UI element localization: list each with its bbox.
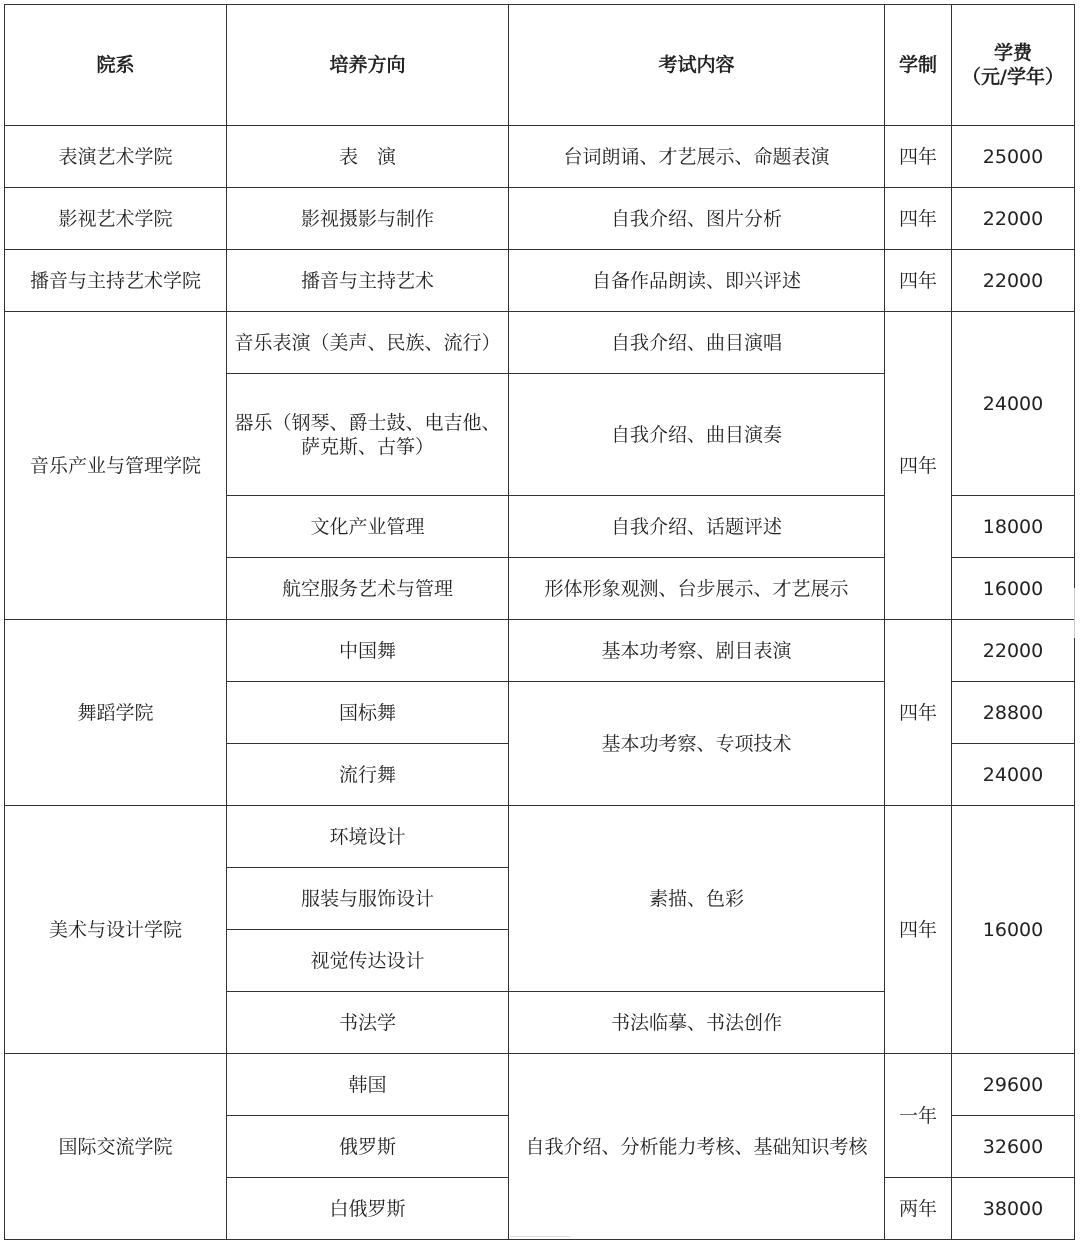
dept-cell: 影视艺术学院 [5,188,227,250]
table-row [5,1054,1075,1116]
fee-cell: 16000 [952,806,1075,1054]
direction-cell: 书法学 [227,992,509,1054]
fee-cell: 22000 [952,620,1075,682]
dept-cell: 播音与主持艺术学院 [5,250,227,312]
direction-cell [227,374,509,496]
exam-cell: 自备作品朗读、即兴评述 [509,250,885,312]
duration-cell: 四年 [885,126,952,188]
duration-cell: 四年 [885,188,952,250]
header-direction: 培养方向 [227,5,509,126]
header-dept: 院系 [5,5,227,126]
direction-cell: 表 演 [227,126,509,188]
exam-cell: 台词朗诵、才艺展示、命题表演 [509,126,885,188]
exam-cell: 自我介绍、曲目演奏 [509,374,885,496]
direction-cell: 俄罗斯 [227,1116,509,1178]
fee-cell: 25000 [952,126,1075,188]
dept-cell: 音乐产业与管理学院 [5,312,227,620]
direction-cell: 环境设计 [227,806,509,868]
direction-line: 萨克斯、古筝） [300,435,434,458]
dept-cell: 美术与设计学院 [5,806,227,1054]
fee-cell: 28800 [952,682,1075,744]
edge-artifact [510,1236,570,1241]
table-row [5,250,1075,312]
fee-cell: 32600 [952,1116,1075,1178]
fee-cell: 24000 [952,744,1075,806]
fee-cell: 38000 [952,1178,1075,1240]
duration-cell: 四年 [885,620,952,806]
table-row [5,126,1075,188]
fee-cell: 24000 [952,312,1075,496]
table-row [5,188,1075,250]
exam-cell: 形体形象观测、台步展示、才艺展示 [509,558,885,620]
direction-cell: 国标舞 [227,682,509,744]
dept-cell: 表演艺术学院 [5,126,227,188]
duration-cell: 四年 [885,806,952,1054]
direction-line: 器乐（钢琴、爵士鼓、电吉他、 [234,411,501,434]
table-row [5,620,1075,682]
direction-cell: 文化产业管理 [227,496,509,558]
dept-cell: 国际交流学院 [5,1054,227,1240]
header-exam: 考试内容 [509,5,885,126]
duration-cell: 一年 [885,1054,952,1178]
exam-cell: 基本功考察、专项技术 [509,682,885,806]
header-fee [952,5,1075,126]
exam-cell: 书法临摹、书法创作 [509,992,885,1054]
duration-cell: 两年 [885,1178,952,1240]
fee-cell: 22000 [952,188,1075,250]
edge-artifact [1074,588,1080,638]
direction-cell: 中国舞 [227,620,509,682]
direction-cell: 播音与主持艺术 [227,250,509,312]
duration-cell: 四年 [885,250,952,312]
header-fee-line1: 学费 [993,42,1032,64]
fee-cell: 22000 [952,250,1075,312]
direction-cell: 航空服务艺术与管理 [227,558,509,620]
exam-cell: 自我介绍、图片分析 [509,188,885,250]
direction-cell: 影视摄影与制作 [227,188,509,250]
exam-cell: 自我介绍、话题评述 [509,496,885,558]
table-row [5,806,1075,868]
exam-cell: 基本功考察、剧目表演 [509,620,885,682]
table-row [5,312,1075,374]
direction-cell: 音乐表演（美声、民族、流行） [227,312,509,374]
exam-cell: 自我介绍、曲目演唱 [509,312,885,374]
header-duration: 学制 [885,5,952,126]
dept-cell: 舞蹈学院 [5,620,227,806]
admissions-table [4,4,1075,1240]
direction-cell: 视觉传达设计 [227,930,509,992]
direction-cell: 服装与服饰设计 [227,868,509,930]
direction-cell: 韩国 [227,1054,509,1116]
fee-cell: 18000 [952,496,1075,558]
header-fee-line2: （元/学年） [962,66,1064,88]
fee-cell: 16000 [952,558,1075,620]
direction-cell: 流行舞 [227,744,509,806]
header-row [5,5,1075,126]
exam-cell: 自我介绍、分析能力考核、基础知识考核 [509,1054,885,1240]
fee-cell: 29600 [952,1054,1075,1116]
duration-cell: 四年 [885,312,952,620]
exam-cell: 素描、色彩 [509,806,885,992]
direction-cell: 白俄罗斯 [227,1178,509,1240]
